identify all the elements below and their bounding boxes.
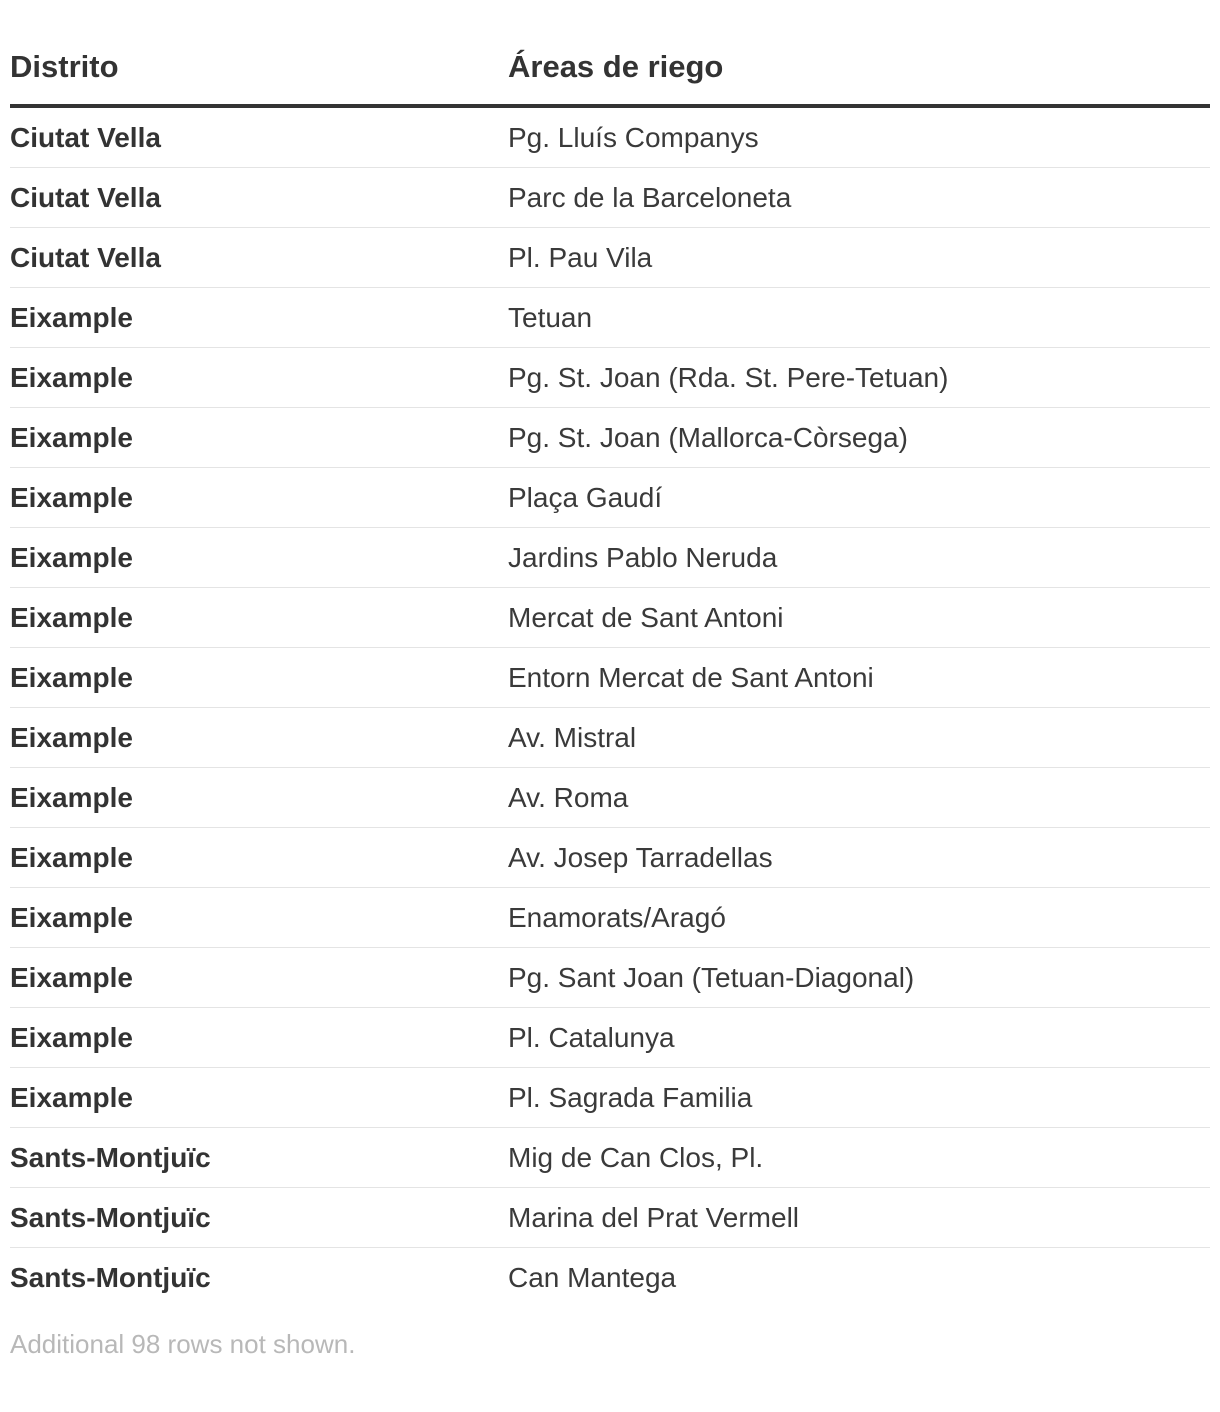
cell-area-de-riego: Mercat de Sant Antoni bbox=[508, 602, 784, 633]
cell-distrito: Eixample bbox=[10, 902, 133, 933]
cell-area-de-riego: Enamorats/Aragó bbox=[508, 902, 726, 933]
cell-distrito: Ciutat Vella bbox=[10, 122, 161, 153]
cell-area-de-riego: Av. Mistral bbox=[508, 722, 637, 753]
cell-distrito: Ciutat Vella bbox=[10, 242, 161, 273]
table-row bbox=[10, 1128, 1210, 1188]
cell-distrito: Eixample bbox=[10, 362, 133, 393]
table-row bbox=[10, 1068, 1210, 1128]
cell-distrito: Eixample bbox=[10, 302, 133, 333]
cell-area-de-riego: Pg. Lluís Companys bbox=[508, 122, 759, 153]
cell-distrito: Eixample bbox=[10, 962, 133, 993]
table-row bbox=[10, 408, 1210, 468]
table-row bbox=[10, 168, 1210, 228]
table-header bbox=[10, 0, 1210, 108]
table-row bbox=[10, 1008, 1210, 1068]
cell-distrito: Eixample bbox=[10, 1022, 133, 1053]
cell-area-de-riego: Plaça Gaudí bbox=[508, 482, 663, 513]
cell-area-de-riego: Pl. Sagrada Familia bbox=[508, 1082, 753, 1113]
cell-area-de-riego: Parc de la Barceloneta bbox=[508, 182, 792, 213]
cell-area-de-riego: Tetuan bbox=[508, 302, 593, 333]
cell-distrito: Ciutat Vella bbox=[10, 182, 161, 213]
cell-distrito: Eixample bbox=[10, 782, 133, 813]
table-row bbox=[10, 228, 1210, 288]
table-row bbox=[10, 588, 1210, 648]
table-row bbox=[10, 828, 1210, 888]
cell-area-de-riego: Av. Roma bbox=[508, 782, 629, 813]
cell-area-de-riego: Pg. St. Joan (Rda. St. Pere-Tetuan) bbox=[508, 362, 949, 393]
table-row bbox=[10, 948, 1210, 1008]
table-row bbox=[10, 348, 1210, 408]
table-row bbox=[10, 468, 1210, 528]
data-table bbox=[10, 0, 1210, 1307]
cell-distrito: Eixample bbox=[10, 842, 133, 873]
cell-distrito: Sants-Montjuïc bbox=[10, 1142, 211, 1173]
cell-area-de-riego: Pl. Catalunya bbox=[508, 1022, 675, 1053]
table-row bbox=[10, 708, 1210, 768]
table-row bbox=[10, 108, 1210, 168]
column-header-areas-de-riego: Áreas de riego bbox=[508, 49, 724, 84]
table-row bbox=[10, 1248, 1210, 1307]
cell-area-de-riego: Jardins Pablo Neruda bbox=[508, 542, 778, 573]
cell-area-de-riego: Pg. St. Joan (Mallorca-Còrsega) bbox=[508, 422, 908, 453]
cell-area-de-riego: Marina del Prat Vermell bbox=[508, 1202, 800, 1233]
cell-distrito: Eixample bbox=[10, 1082, 133, 1113]
column-header-distrito: Distrito bbox=[10, 49, 119, 84]
cell-area-de-riego: Entorn Mercat de Sant Antoni bbox=[508, 662, 874, 693]
table-row bbox=[10, 288, 1210, 348]
cell-distrito: Eixample bbox=[10, 662, 133, 693]
cell-area-de-riego: Can Mantega bbox=[508, 1262, 677, 1293]
cell-distrito: Eixample bbox=[10, 482, 133, 513]
table-row bbox=[10, 888, 1210, 948]
table-row bbox=[10, 768, 1210, 828]
cell-distrito: Sants-Montjuïc bbox=[10, 1202, 211, 1233]
cell-area-de-riego: Mig de Can Clos, Pl. bbox=[508, 1142, 764, 1173]
table-footnote: Additional 98 rows not shown. bbox=[10, 1329, 356, 1359]
cell-area-de-riego: Pg. Sant Joan (Tetuan-Diagonal) bbox=[508, 962, 915, 993]
cell-distrito: Eixample bbox=[10, 542, 133, 573]
table-row bbox=[10, 648, 1210, 708]
cell-distrito: Eixample bbox=[10, 422, 133, 453]
table-row bbox=[10, 1188, 1210, 1248]
cell-area-de-riego: Pl. Pau Vila bbox=[508, 242, 653, 273]
cell-distrito: Eixample bbox=[10, 602, 133, 633]
cell-distrito: Sants-Montjuïc bbox=[10, 1262, 211, 1293]
table-body bbox=[10, 108, 1210, 1307]
cell-area-de-riego: Av. Josep Tarradellas bbox=[508, 842, 773, 873]
cell-distrito: Eixample bbox=[10, 722, 133, 753]
table-row bbox=[10, 528, 1210, 588]
